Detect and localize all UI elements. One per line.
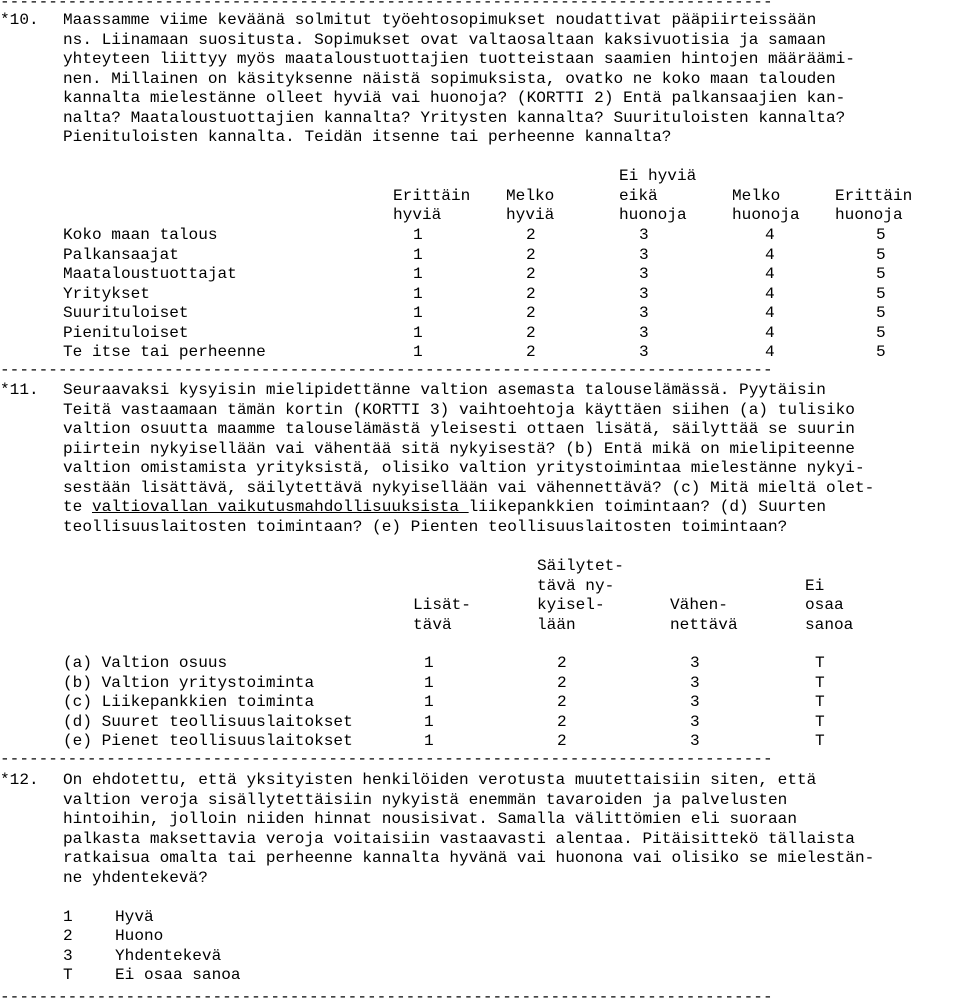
answer-code: 2 [526, 265, 536, 283]
answer-code: 1 [413, 343, 423, 361]
scale-header: Erittäin [393, 186, 471, 205]
question-text-line: yhteyteen liittyy myös maataloustuottajien tuotteistaan saamien hintojen määräämi- [63, 50, 855, 68]
option-label: Ei osaa sanoa [115, 966, 241, 984]
option-label: Yhdentekevä [115, 946, 222, 965]
question-text-line: nalta? Maataloustuottajien kannalta? Yritysten kannalta? Suurituloisten kannalta? [63, 108, 846, 127]
answer-code: 3 [639, 304, 649, 322]
scale-header: lään [537, 615, 576, 634]
answer-code: 4 [765, 226, 775, 244]
separator-bottom: -------------------------------------------------------------------------------- [0, 991, 773, 1003]
answer-code: 2 [557, 693, 567, 711]
separator-q11-q12: -------------------------------------------------------------------------------- [0, 753, 773, 765]
underlined-phrase: valtiovallan vaikutusmahdollisuuksista [91, 498, 469, 516]
answer-code: 4 [765, 304, 775, 322]
scale-header: eikä [619, 186, 658, 205]
answer-code: 4 [765, 343, 775, 361]
question-text-line: ratkaisua omalta tai perheenne kannalta hyvänä vai huonona vai olisiko se mielestän- [63, 849, 875, 867]
scale-header: Lisät- [413, 596, 471, 614]
answer-code: 3 [639, 323, 649, 342]
question-text-line: valtion veroja sisällytettäisiin nykyistä enemmän tavaroiden ja palvelusten [63, 790, 788, 809]
answer-code: 3 [639, 226, 649, 244]
answer-code: 3 [690, 712, 700, 731]
separator-top [0, 0, 960, 8]
question-number: *10. [0, 11, 39, 29]
scale-header: Melko [732, 186, 781, 205]
answer-code: 2 [526, 343, 536, 361]
answer-code: 1 [413, 265, 423, 283]
question-text-line: Maassamme viime keväänä solmitut työehtosopimukset noudattivat pääpiirteissään [63, 11, 817, 29]
question-text-line: nen. Millainen on käsityksenne näistä sopimuksista, ovatko ne koko maan talouden [63, 69, 836, 88]
answer-code: 2 [526, 304, 536, 322]
answer-code: T [815, 732, 825, 750]
scale-header: kyisel- [537, 596, 605, 614]
answer-code: 2 [557, 732, 567, 750]
answer-code: T [815, 693, 825, 711]
table-row-label: (b) Valtion yritystoiminta [63, 673, 315, 692]
question-text-line: valtion osuutta maamme talouselämästä yleisesti ottaen lisätä, säilyttää se suurin [63, 420, 855, 438]
table-row-label: Koko maan talous [63, 226, 218, 244]
answer-code: T [815, 712, 825, 731]
scale-header: tävä ny- [537, 576, 615, 595]
answer-code: 1 [424, 712, 434, 731]
answer-code: 1 [413, 226, 423, 244]
question-text-line: Teitä vastaamaan tämän kortin (KORTTI 3) vaihtoehtoja käyttäen siihen (a) tulisiko [63, 400, 855, 419]
table-row-label: Yritykset [63, 284, 150, 303]
table-row-label: (e) Pienet teollisuuslaitokset [63, 732, 353, 750]
question-text-line: ne yhdentekevä? [63, 868, 208, 887]
table-row-label: (c) Liikepankkien toiminta [63, 693, 315, 711]
option-code: 3 [63, 946, 73, 965]
option-label: Huono [115, 927, 164, 945]
table-row-label: (d) Suuret teollisuuslaitokset [63, 712, 353, 731]
answer-code: 1 [424, 732, 434, 750]
question-number: *12. [0, 771, 39, 789]
answer-code: 1 [413, 284, 423, 303]
scale-header: hyviä [393, 206, 442, 224]
table-row-label: Pienituloiset [63, 323, 189, 342]
answer-code: 5 [876, 343, 886, 361]
scale-header: tävä [413, 615, 452, 634]
scale-header: huonoja [619, 206, 687, 224]
question-text-line: kannalta mielestänne olleet hyviä vai huonoja? (KORTTI 2) Entä palkansaajien kan- [63, 89, 846, 107]
question-text-line [63, 498, 826, 518]
answer-code: 5 [876, 245, 886, 264]
answer-code: 2 [526, 245, 536, 264]
question-number: *11. [0, 381, 39, 399]
answer-code: 5 [876, 265, 886, 283]
question-text-line: On ehdotettu, että yksityisten henkilöiden verotusta muutettaisiin siten, että [63, 771, 817, 789]
answer-code: 2 [557, 654, 567, 672]
question-text-line: valtion omistamista yrityksistä, olisiko valtion yritystoimintaa mielestänne nykyi- [63, 459, 865, 477]
scale-header: osaa [805, 596, 844, 614]
question-text-line: Seuraavaksi kysyisin mielipidettänne valtion asemasta talouselämässä. Pyytäisin [63, 381, 826, 399]
question-text-line: Pienituloisten kannalta. Teidän itsenne tai perheenne kannalta? [63, 128, 672, 146]
question-text-line: hintoihin, jolloin niiden hinnat nousisivat. Samalla välittömien eli suoraan [63, 810, 797, 828]
answer-code: 2 [557, 673, 567, 692]
scale-header: Melko [506, 186, 555, 205]
separator-q10-q11: -------------------------------------------------------------------------------- [0, 364, 773, 376]
text-segment: liikepankkien toimintaan? (d) Suurten [468, 498, 826, 516]
answer-code: 3 [639, 284, 649, 303]
answer-code: 3 [690, 654, 700, 672]
answer-code: 5 [876, 226, 886, 244]
answer-code: 4 [765, 323, 775, 342]
question-text-line: sestään lisättävä, säilytettävä nykyisellään vai vähennettävä? (c) Mitä mieltä olet- [63, 478, 875, 497]
scale-header: hyviä [506, 206, 555, 224]
option-code: 2 [63, 927, 73, 945]
answer-code: T [815, 654, 825, 672]
table-row-label: (a) Valtion osuus [63, 654, 228, 672]
answer-code: 3 [639, 245, 649, 264]
answer-code: 1 [413, 304, 423, 322]
answer-code: 4 [765, 265, 775, 283]
question-text-line: palkasta maksettavia veroja voitaisiin vastaavasti alentaa. Pitäisittekö tällaista [63, 829, 855, 848]
scale-header: nettävä [670, 615, 738, 634]
option-code: 1 [63, 907, 73, 926]
answer-code: 3 [690, 693, 700, 711]
answer-code: 5 [876, 284, 886, 303]
scale-header: huonoja [835, 206, 903, 224]
option-label: Hyvä [115, 907, 154, 926]
scale-header: Ei [805, 576, 825, 595]
answer-code: 3 [639, 343, 649, 361]
option-code: T [63, 966, 73, 984]
table-row-label: Suurituloiset [63, 304, 189, 322]
answer-code: 2 [526, 323, 536, 342]
answer-code: 1 [413, 323, 423, 342]
text-segment: te [63, 498, 92, 516]
answer-code: 1 [413, 245, 423, 264]
question-text-line: piirtein nykyisellään vai vähentää sitä nykyisestä? (b) Entä mikä on mielipiteenne [63, 439, 855, 458]
scale-header: Säilytet- [537, 557, 624, 575]
table-row-label: Te itse tai perheenne [63, 343, 266, 361]
answer-code: 5 [876, 323, 886, 342]
answer-code: T [815, 673, 825, 692]
answer-code: 3 [690, 673, 700, 692]
table-row-label: Maataloustuottajat [63, 265, 237, 283]
answer-code: 2 [526, 284, 536, 303]
answer-code: 1 [424, 673, 434, 692]
answer-code: 1 [424, 693, 434, 711]
scale-header: Ei hyviä [619, 167, 697, 185]
answer-code: 2 [557, 712, 567, 731]
question-text-line: ns. Liinamaan suositusta. Sopimukset ovat valtaosaltaan kaksivuotisia ja samaan [63, 30, 826, 49]
question-text-line: teollisuuslaitosten toimintaan? (e) Pienten teollisuuslaitosten toimintaan? [63, 517, 788, 536]
answer-code: 4 [765, 284, 775, 303]
scale-header: huonoja [732, 206, 800, 224]
scale-header: sanoa [805, 615, 854, 634]
scale-header: Erittäin [835, 186, 913, 205]
answer-code: 3 [690, 732, 700, 750]
answer-code: 3 [639, 265, 649, 283]
answer-code: 2 [526, 226, 536, 244]
answer-code: 1 [424, 654, 434, 672]
answer-code: 4 [765, 245, 775, 264]
table-row-label: Palkansaajat [63, 245, 179, 264]
scale-header: Vähen- [670, 596, 728, 614]
answer-code: 5 [876, 304, 886, 322]
